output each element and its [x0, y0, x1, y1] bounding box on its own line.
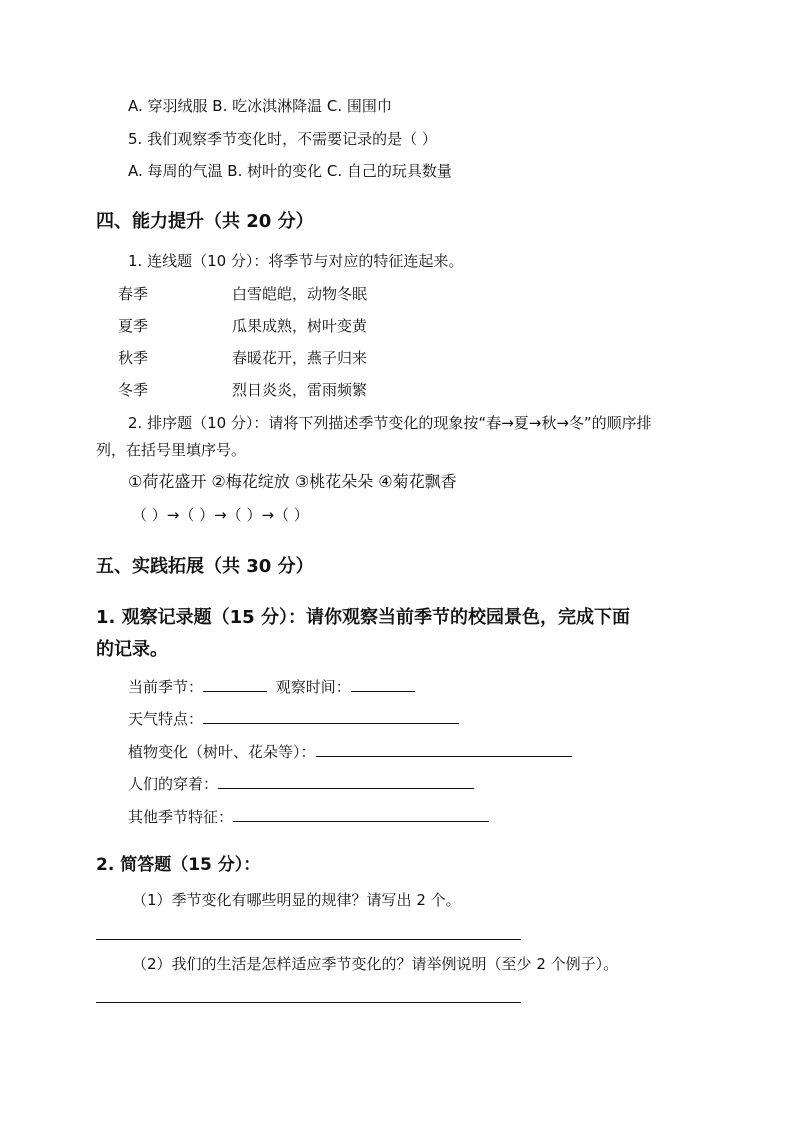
weather-label: 天气特点：: [128, 710, 204, 728]
section4-title: 四、能力提升（共 20 分）: [96, 211, 314, 232]
feature-2: 瓜果成熟，树叶变黄: [232, 317, 368, 335]
plant-blank[interactable]: [316, 742, 572, 757]
short-answer-q1: （1）季节变化有哪些明显的规律？请写出 2 个。: [132, 891, 461, 909]
observe-time-blank[interactable]: [351, 677, 415, 692]
ordering-items: ①荷花盛开 ②梅花绽放 ③桃花朵朵 ④菊花飘香: [128, 472, 457, 491]
short-answer-q2: （2）我们的生活是怎样适应季节变化的？请举例说明（至少 2 个例子）。: [132, 955, 619, 973]
season-winter: 冬季: [118, 381, 149, 399]
plant-label: 植物变化（树叶、花朵等）：: [128, 743, 316, 761]
weather-blank[interactable]: [203, 709, 459, 724]
current-season-blank[interactable]: [203, 677, 267, 692]
feature-1: 白雪皑皑，动物冬眠: [232, 285, 368, 303]
ordering-answer-slots[interactable]: （ ）→（ ）→（ ）→（ ）: [132, 506, 309, 524]
clothing-label: 人们的穿着：: [128, 775, 219, 793]
season-summer: 夏季: [118, 317, 149, 335]
season-autumn: 秋季: [118, 349, 149, 367]
answer-line-q2[interactable]: [96, 1002, 521, 1003]
section5-title: 五、实践拓展（共 30 分）: [96, 556, 314, 577]
short-answer-title: 2. 简答题（15 分）：: [96, 855, 261, 875]
clothing-row: [128, 774, 474, 794]
weather-row: [128, 709, 459, 729]
feature-3: 春暖花开，燕子归来: [232, 349, 368, 367]
ordering-prompt-line2: 列，在括号里填序号。: [96, 441, 247, 459]
ordering-prompt-line1: 2. 排序题（10 分）：请将下列描述季节变化的现象按“春→夏→秋→冬”的顺序排: [128, 414, 652, 432]
other-row: [128, 807, 489, 827]
feature-4: 烈日炎炎，雷雨频繁: [232, 381, 368, 399]
current-season-label: 当前季节：: [128, 678, 204, 696]
observation-title-line1: 1. 观察记录题（15 分）：请你观察当前季节的校园景色，完成下面: [96, 607, 630, 628]
other-blank[interactable]: [233, 807, 489, 822]
q5-options: A. 每周的气温 B. 树叶的变化 C. 自己的玩具数量: [128, 162, 452, 180]
season-spring: 春季: [118, 285, 149, 303]
observe-time-label: 观察时间：: [275, 678, 351, 696]
matching-prompt: 1. 连线题（10 分）：将季节与对应的特征连起来。: [128, 252, 464, 270]
observation-title-line2: 的记录。: [96, 639, 168, 660]
clothing-blank[interactable]: [218, 774, 474, 789]
q5-question: 5. 我们观察季节变化时，不需要记录的是（ ）: [128, 130, 437, 148]
current-season-row: [128, 677, 415, 697]
other-label: 其他季节特征：: [128, 808, 234, 826]
plant-row: [128, 742, 572, 762]
answer-line-q1[interactable]: [96, 939, 521, 940]
q4-options: A. 穿羽绒服 B. 吃冰淇淋降温 C. 围围巾: [128, 97, 392, 115]
